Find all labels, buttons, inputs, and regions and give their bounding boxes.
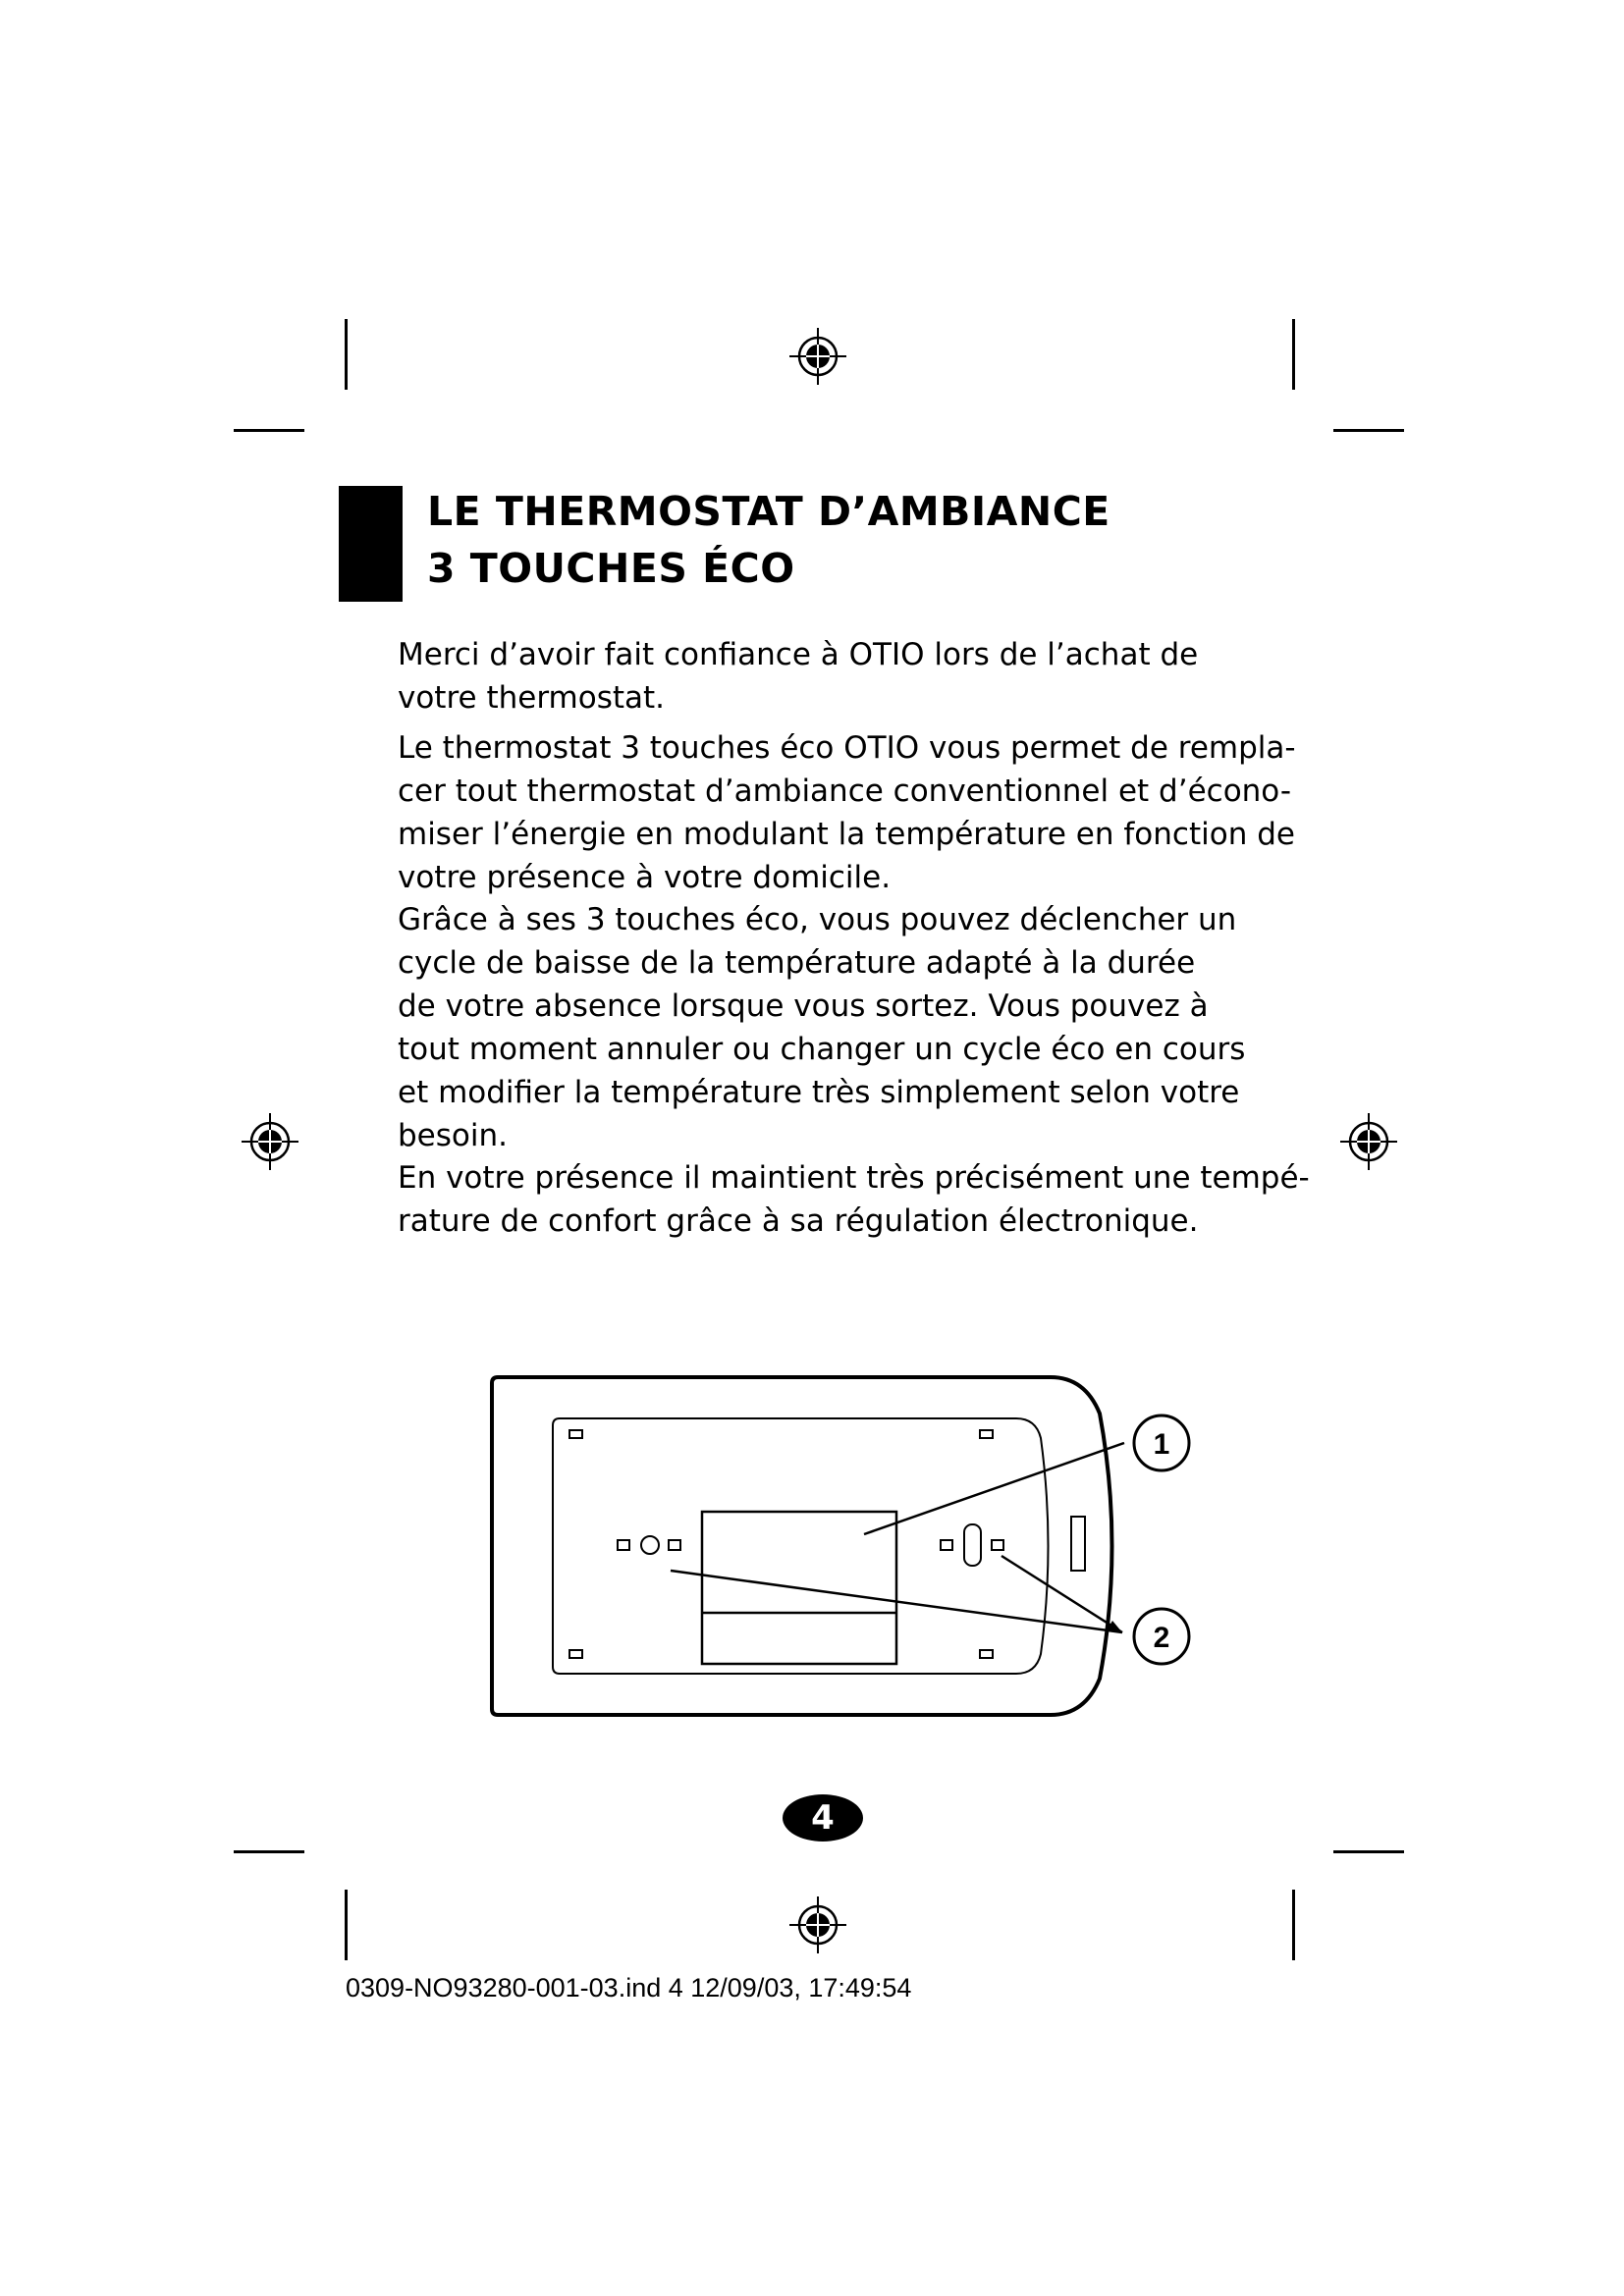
control-button	[992, 1540, 1003, 1550]
thermostat-inner-panel	[553, 1418, 1049, 1674]
control-button	[964, 1524, 981, 1566]
mounting-hole	[569, 1430, 582, 1438]
crop-mark-bottom-right-vertical	[1292, 1890, 1295, 1960]
paragraph-line: cer tout thermostat d’ambiance conventionnel et d’écono-	[398, 774, 1292, 809]
mounting-hole	[980, 1430, 993, 1438]
crop-mark-top-right-vertical	[1292, 319, 1295, 390]
paragraph-line: et modifier la température très simplement selon votre	[398, 1075, 1240, 1110]
paragraph-line: En votre présence il maintient très précisément une tempé-	[398, 1160, 1310, 1196]
paragraph-line: Grâce à ses 3 touches éco, vous pouvez déclencher un	[398, 902, 1237, 937]
mounting-hole	[569, 1650, 582, 1658]
mounting-hole	[980, 1650, 993, 1658]
paragraph-1	[398, 633, 1262, 720]
eco-button	[641, 1536, 659, 1554]
paragraph-line: de votre absence lorsque vous sortez. Vous pouvez à	[398, 988, 1209, 1024]
paragraph-line: miser l’énergie en modulant la température en fonction de	[398, 817, 1295, 852]
paragraph-3	[398, 898, 1262, 1157]
page-title-line-1: LE THERMOSTAT D’AMBIANCE	[427, 488, 1110, 535]
eco-button	[669, 1540, 680, 1550]
registration-mark-icon	[787, 326, 848, 387]
paragraph-line: votre thermostat.	[398, 680, 666, 716]
footer-slug: 0309-NO93280-001-03.ind 4 12/09/03, 17:49:54	[346, 1973, 912, 2002]
paragraph-2	[398, 726, 1296, 899]
side-switch	[1071, 1517, 1085, 1571]
paragraph-line: rature de confort grâce à sa régulation électronique.	[398, 1203, 1199, 1239]
page-title-line-2: 3 TOUCHES ÉCO	[427, 545, 795, 592]
page-title	[427, 483, 1110, 597]
crop-mark-bottom-left-horizontal	[234, 1850, 304, 1853]
paragraph-line: besoin.	[398, 1118, 508, 1153]
crop-mark-top-left-horizontal	[234, 429, 304, 432]
paragraph-line: votre présence à votre domicile.	[398, 860, 892, 895]
crop-mark-bottom-left-vertical	[345, 1890, 348, 1960]
control-button	[941, 1540, 952, 1550]
crop-mark-top-left-vertical	[345, 319, 348, 390]
paragraph-line: Merci d’avoir fait confiance à OTIO lors de l’achat de	[398, 637, 1199, 672]
paragraph-line: Le thermostat 3 touches éco OTIO vous permet de rempla-	[398, 730, 1296, 766]
paragraph-4	[398, 1156, 1310, 1243]
registration-mark-icon	[1338, 1111, 1399, 1172]
crop-mark-top-right-horizontal	[1333, 429, 1404, 432]
registration-mark-icon	[787, 1895, 848, 1955]
thermostat-diagram	[486, 1369, 1213, 1733]
paragraph-line: tout moment annuler ou changer un cycle éco en cours	[398, 1032, 1246, 1067]
page-number: 4	[783, 1794, 863, 1842]
callout-2-label: 2	[1153, 1622, 1170, 1654]
title-bar-decoration	[339, 486, 403, 602]
eco-button	[618, 1540, 629, 1550]
registration-mark-icon	[240, 1111, 300, 1172]
callout-1-label: 1	[1153, 1428, 1170, 1461]
paragraph-line: cycle de baisse de la température adapté à la durée	[398, 945, 1196, 981]
crop-mark-bottom-right-horizontal	[1333, 1850, 1404, 1853]
